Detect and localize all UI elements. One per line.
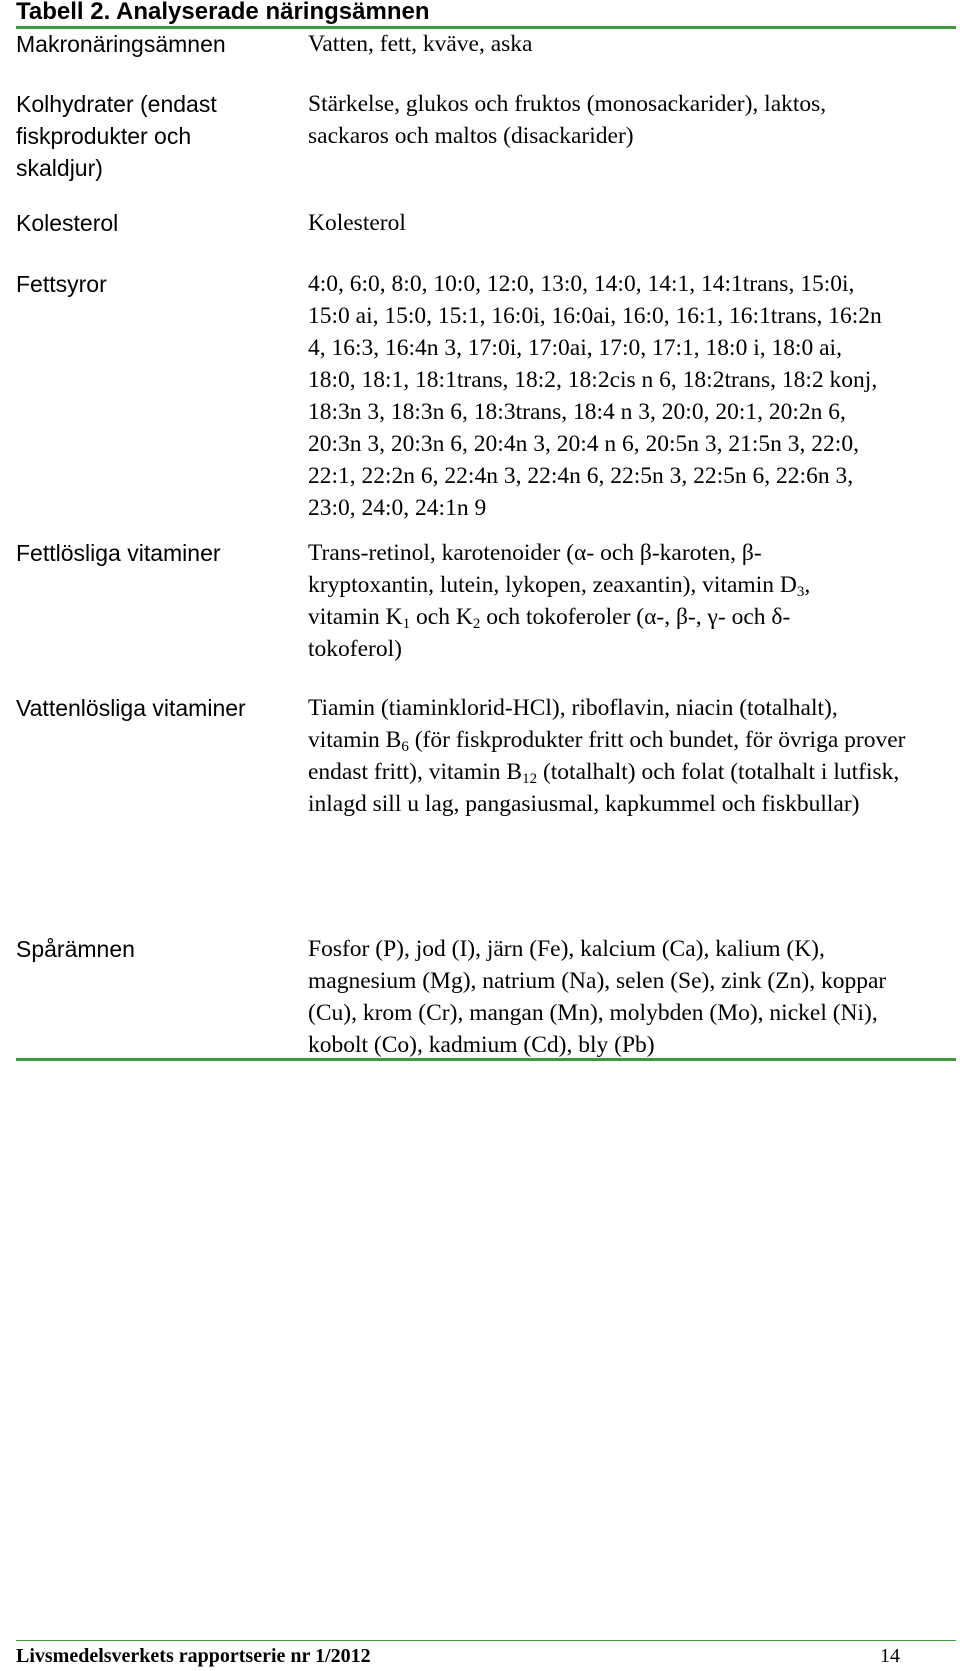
row-label-sparamnen: Spårämnen [16,936,135,962]
row-label-fettsyror: Fettsyror [16,271,107,297]
vattenlosliga-sub-a: 6 [401,739,409,755]
row-value-kolhydrater: Stärkelse, glukos och fruktos (monosackarider), laktos, sackaros och maltos (disackarider) [308,91,827,149]
page-number: 14 [880,1645,900,1667]
row-label-vattenlosliga-vitaminer: Vattenlösliga vitaminer [16,695,246,721]
fettlosliga-text-d: och tokoferoler (α-, β-, γ- och δ-tokoferol) [308,604,791,662]
row-label-fettlosliga-vitaminer: Fettlösliga vitaminer [16,540,221,566]
vattenlosliga-sub-b: 12 [522,771,538,787]
row-value-makronaringsamnen: Vatten, fett, kväve, aska [308,31,533,57]
fettlosliga-text-c: och K [410,604,473,630]
row-label-makronaringsamnen: Makronäringsämnen [16,31,226,57]
fettlosliga-text-a: Trans-retinol, karotenoider (α- och β-karoten, β-kryptoxantin, lutein, lykopen, zeaxantin), vitamin D [308,540,797,598]
table-title: Tabell 2. Analyserade näringsämnen [16,0,430,25]
row-value-sparamnen: Fosfor (P), jod (I), järn (Fe), kalcium (Ca), kalium (K), magnesium (Mg), natrium (Na), selen (Se), zink (Zn), koppar (Cu), krom (Cr), mangan (Mn), molybden (Mo), nickel (Ni), kobolt (Co), kadmium (Cd), bly (Pb) [308,936,887,1058]
row-value-kolesterol: Kolesterol [308,210,406,236]
table-bottom-rule [16,1058,956,1061]
vattenlosliga-text-c: (totalhalt) och folat (totalhalt i lutfisk, inlagd sill u lag, pangasiusmal, kapkummel och fiskbullar) [308,759,900,817]
row-value-vattenlosliga-vitaminer [308,692,908,820]
row-label-kolesterol: Kolesterol [16,210,119,236]
row-value-fettsyror: 4:0, 6:0, 8:0, 10:0, 12:0, 13:0, 14:0, 14:1, 14:1trans, 15:0i, 15:0 ai, 15:0, 15:1, 16:0i, 16:0ai, 16:0, 16:1, 16:1trans, 16:2n 4, 16:3, 16:4n 3, 17:0i, 17:0ai, 17:0, 17:1, 18:0 i, 18:0 ai, 18:0, 18:1, 18:1trans, 18:2, 18:2cis n 6, 18:2trans, 18:2 konj, 18:3n 3, 18:3n 6, 18:3trans, 18:4 n 3, 20:0, 20:1, 20:2n 6, 20:3n 3, 20:3n 6, 20:4n 3, 20:4 n 6, 20:5n 3, 21:5n 3, 22:0, 22:1, 22:2n 6, 22:4n 3, 22:4n 6, 22:5n 3, 22:5n 6, 22:6n 3, 23:0, 24:0, 24:1n 9 [308,271,882,521]
fettlosliga-sub-c: 2 [472,616,481,632]
footer-series: Livsmedelsverkets rapportserie nr 1/2012 [16,1645,371,1667]
row-label-kolhydrater: Kolhydrater (endast fiskprodukter och skaldjur) [16,91,217,181]
fettlosliga-text-b: , vitamin K [308,572,811,630]
fettlosliga-sub-b: 1 [402,616,411,632]
vattenlosliga-text-b: (för fiskprodukter fritt och bundet, för övriga prover endast fritt), vitamin B [308,727,906,785]
row-value-fettlosliga-vitaminer [308,537,883,665]
fettlosliga-sub-a: 3 [796,584,805,600]
footer-rule [16,1640,956,1641]
vattenlosliga-text-a: Tiamin (tiaminklorid-HCl), riboflavin, niacin (totalhalt), vitamin B [308,695,838,753]
